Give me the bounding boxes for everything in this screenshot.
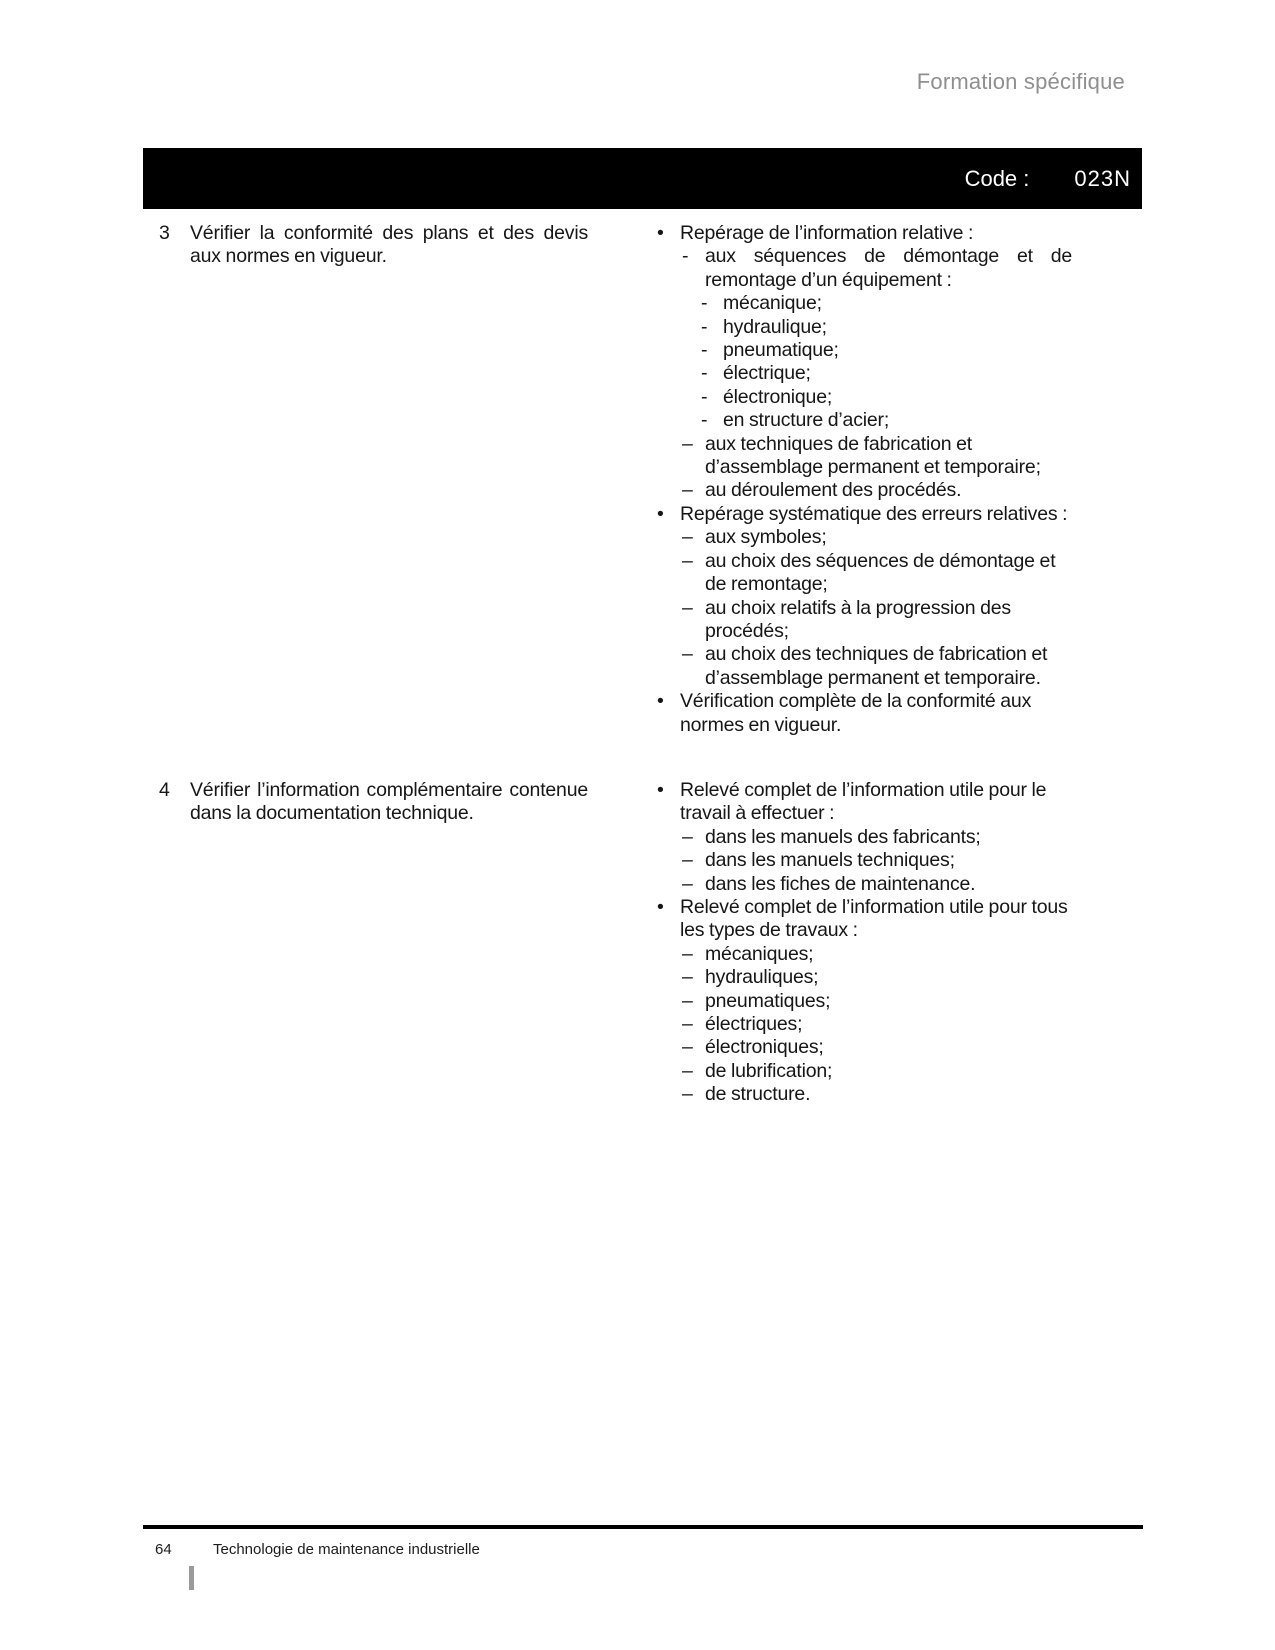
criterion-row <box>657 943 1072 966</box>
dash-marker: – <box>682 966 693 989</box>
criterion-text: pneumatique; <box>723 339 839 362</box>
criterion-row <box>657 479 1072 502</box>
dash-marker: - <box>701 315 708 338</box>
dash-marker: – <box>682 526 693 549</box>
criterion-text: électrique; <box>723 362 811 385</box>
criterion-row <box>657 526 1072 549</box>
dash-marker: - <box>682 245 689 268</box>
criteria-list-4 <box>657 779 1072 1107</box>
bullet-icon: • <box>657 502 664 525</box>
page-footer <box>155 1541 1055 1558</box>
criterion-text: Vérification complète de la conformité aux normes en vigueur. <box>680 690 1032 736</box>
criterion-text: Relevé complet de l’information utile pour tous les types de travaux : <box>680 895 1068 942</box>
objective-row-3 <box>159 222 1072 737</box>
criterion-text: hydraulique; <box>723 315 827 338</box>
criteria-list-3 <box>657 222 1072 737</box>
dash-marker: – <box>682 1059 693 1082</box>
criterion-text: dans les manuels des fabricants; <box>705 825 981 848</box>
criterion-row <box>657 433 1072 480</box>
criterion-row <box>657 1083 1072 1106</box>
criterion-row <box>657 316 1072 339</box>
criterion-row <box>657 245 1072 292</box>
task-row <box>159 222 588 269</box>
criterion-row <box>657 990 1072 1013</box>
criterion-text: électronique; <box>723 385 833 408</box>
section-header-label: Formation spécifique <box>916 69 1125 94</box>
dash-marker: - <box>701 409 708 432</box>
footer-rule <box>143 1525 1143 1529</box>
dash-marker: – <box>682 1083 693 1106</box>
objective-cell-4 <box>159 779 588 826</box>
dash-marker: – <box>682 942 693 965</box>
criterion-row <box>657 222 1072 245</box>
criterion-row <box>657 339 1072 362</box>
code-label: Code : <box>964 165 1030 191</box>
bullet-icon: • <box>657 778 664 801</box>
criterion-row <box>657 409 1072 432</box>
criterion-text: aux séquences de démontage et de remontage d’un équipement : <box>705 245 1072 291</box>
criterion-text: électriques; <box>705 1013 803 1035</box>
bullet-icon: • <box>657 222 664 244</box>
criterion-text: mécaniques; <box>705 942 814 965</box>
dash-marker: - <box>701 339 708 362</box>
criterion-text: de lubrification; <box>705 1059 833 1082</box>
criterion-row <box>657 1013 1072 1036</box>
dash-marker: – <box>682 825 693 848</box>
criterion-text: mécanique; <box>723 292 822 315</box>
dash-marker: - <box>701 292 708 315</box>
criterion-text: en structure d’acier; <box>723 409 890 432</box>
criterion-row <box>657 873 1072 896</box>
criterion-text: aux symboles; <box>705 526 827 549</box>
objectives-table <box>159 222 1072 1107</box>
criterion-text: dans les fiches de maintenance. <box>705 872 976 895</box>
dash-marker: - <box>701 385 708 408</box>
criterion-text: Repérage systématique des erreurs relatives : <box>680 502 1068 525</box>
dash-marker: - <box>701 362 708 385</box>
criterion-row <box>657 550 1072 597</box>
criterion-row <box>657 1036 1072 1059</box>
criterion-row <box>657 643 1072 690</box>
dash-marker: – <box>682 596 693 619</box>
page-number: 64 <box>155 1541 172 1558</box>
criterion-row <box>657 849 1072 872</box>
criterion-row <box>657 292 1072 315</box>
criterion-text: aux techniques de fabrication et d’assemblage permanent et temporaire; <box>705 432 1041 479</box>
dash-marker: – <box>682 1036 693 1059</box>
dash-marker: – <box>682 479 693 502</box>
criterion-text: au choix des séquences de démontage et de remontage; <box>705 549 1056 596</box>
criterion-text: au choix relatifs à la progression des procédés; <box>705 596 1011 642</box>
dash-marker: – <box>682 872 693 895</box>
criterion-row <box>657 896 1072 943</box>
criterion-row <box>657 503 1072 526</box>
objective-number: 3 <box>159 222 170 244</box>
criterion-row <box>657 966 1072 989</box>
footer-title: Technologie de maintenance industrielle <box>213 1541 480 1558</box>
criterion-row <box>657 386 1072 409</box>
criterion-text: au déroulement des procédés. <box>705 479 962 502</box>
dash-marker: – <box>682 432 693 455</box>
bullet-icon: • <box>657 895 664 918</box>
criterion-row <box>657 1060 1072 1083</box>
dash-marker: – <box>682 849 693 872</box>
criterion-text: électroniques; <box>705 1036 824 1059</box>
dash-marker: – <box>682 1013 693 1035</box>
criterion-text: au choix des techniques de fabrication et d’assemblage permanent et temporaire. <box>705 643 1048 689</box>
criterion-text: hydrauliques; <box>705 966 819 989</box>
objective-row-4 <box>159 779 1072 1107</box>
criterion-text: de structure. <box>705 1083 811 1106</box>
code-bar <box>143 148 1142 209</box>
dash-marker: – <box>682 989 693 1012</box>
criterion-row <box>657 690 1072 737</box>
bullet-icon: • <box>657 690 664 713</box>
objective-cell-3 <box>159 222 588 269</box>
task-row <box>159 779 588 826</box>
criterion-row <box>657 779 1072 826</box>
criterion-row <box>657 826 1072 849</box>
dash-marker: – <box>682 643 693 666</box>
objective-number: 4 <box>159 778 170 801</box>
criterion-row <box>657 362 1072 385</box>
objective-text: Vérifier l’information complémentaire contenue dans la documentation technique. <box>190 778 588 825</box>
criterion-text: pneumatiques; <box>705 989 831 1012</box>
criterion-text: Repérage de l’information relative : <box>680 222 974 244</box>
dash-marker: – <box>682 549 693 572</box>
criterion-row <box>657 597 1072 644</box>
criterion-text: Relevé complet de l’information utile pour le travail à effectuer : <box>680 778 1047 825</box>
criterion-text: dans les manuels techniques; <box>705 849 955 872</box>
print-artifact-mark <box>189 1566 194 1590</box>
objective-text: Vérifier la conformité des plans et des devis aux normes en vigueur. <box>190 222 588 268</box>
code-value: 023N <box>1074 165 1131 191</box>
